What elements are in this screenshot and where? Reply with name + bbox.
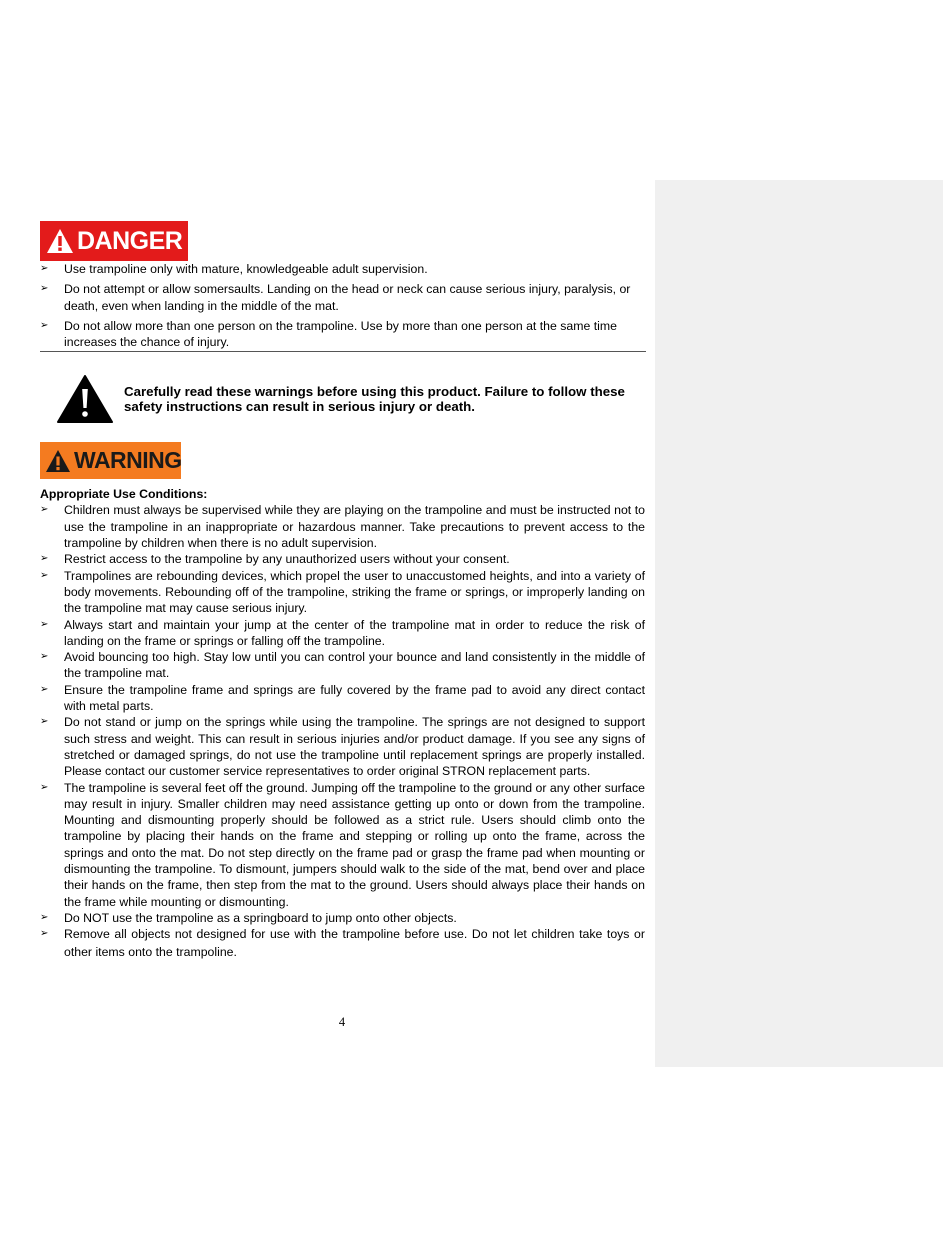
arrow-bullet-icon: ➢ (40, 651, 49, 663)
arrow-bullet-icon: ➢ (40, 716, 49, 728)
arrow-bullet-icon: ➢ (40, 618, 49, 630)
list-item: ➢ Do NOT use the trampoline as a springboard to jump onto other objects. (40, 910, 457, 925)
list-item: ➢ Remove all objects not designed for use with the trampoline before use. Do not let children take toys or other items onto the trampoline. (40, 927, 645, 959)
caution-notice (40, 375, 646, 423)
arrow-bullet-icon: ➢ (40, 911, 49, 923)
alert-triangle-icon (46, 228, 74, 254)
arrow-bullet-icon: ➢ (40, 569, 49, 581)
arrow-bullet-icon: ➢ (40, 283, 49, 295)
danger-label: DANGER (77, 226, 183, 255)
caution-text: Carefully read these warnings before using this product. Failure to follow these safety instructions can result in serious injury or death. (124, 383, 625, 415)
arrow-bullet-icon: ➢ (40, 553, 49, 565)
section-divider (40, 351, 646, 352)
danger-list (40, 261, 646, 350)
warning-badge (40, 442, 181, 479)
danger-badge (40, 221, 188, 261)
warning-list (40, 502, 645, 961)
arrow-bullet-icon: ➢ (40, 928, 49, 940)
arrow-bullet-icon: ➢ (40, 319, 49, 331)
list-item: ➢ Use trampoline only with mature, knowledgeable adult supervision. (40, 262, 428, 276)
list-item: ➢ Trampolines are rebounding devices, which propel the user to unaccustomed heights, and into a variety of body movements. Rebounding off of the trampoline, striking the frame or springs, or improperly landing on the trampoline mat may cause serious injury. (40, 568, 645, 616)
use-conditions-heading: Appropriate Use Conditions: (40, 487, 208, 502)
list-item: ➢ Always start and maintain your jump at the center of the trampoline mat in order to reduce the risk of landing on the frame or springs or falling off the trampoline. (40, 617, 645, 648)
list-item: ➢ The trampoline is several feet off the ground. Jumping off the trampoline to the ground or any other surface may result in injury. Smaller children may need assistance getting up onto or down from the trampoline. Mounting and dismounting properly should be followed as a strict rule. Users should climb onto the trampoline by placing their hands on the frame and stepping or rolling up onto the frame, across the springs and onto the mat. Do not step directly on the frame pad or grasp the frame pad when mounting or dismounting the trampoline. To dismount, jumpers should walk to the side of the mat, bend over and place their hands on the frame, then step from the mat to the ground. Users should always place their hands on the frame while mounting or dismounting. (40, 780, 645, 909)
arrow-bullet-icon: ➢ (40, 683, 49, 695)
list-item: ➢ Avoid bouncing too high. Stay low until you can control your bounce and land consistently in the middle of the trampoline mat. (40, 650, 645, 681)
caution-triangle-icon (55, 374, 115, 424)
comment-margin-panel (655, 180, 943, 1067)
arrow-bullet-icon: ➢ (40, 504, 49, 516)
list-item: ➢ Restrict access to the trampoline by any unauthorized users without your consent. (40, 552, 510, 567)
arrow-bullet-icon: ➢ (40, 263, 49, 274)
list-item: ➢ Do not attempt or allow somersaults. Landing on the head or neck can cause serious injury, paralysis, or death, even when landing in the middle of the mat. (40, 282, 631, 313)
list-item: ➢ Do not stand or jump on the springs while using the trampoline. The springs are not designed to support such stress and weight. This can result in serious injuries and/or product damage. If you see any signs of stretched or damaged springs, do not use the trampoline until replacement springs are properly installed. Please contact our customer service representatives to order original STRON replacement parts. (40, 715, 645, 779)
alert-triangle-icon (45, 449, 71, 473)
arrow-bullet-icon: ➢ (40, 781, 49, 793)
list-item: ➢ Do not allow more than one person on the trampoline. Use by more than one person at the same time increases the chance of injury. (40, 318, 617, 350)
page-number: 4 (338, 1015, 346, 1029)
warning-label: WARNING (74, 447, 182, 474)
list-item: ➢ Children must always be supervised while they are playing on the trampoline and must be instructed not to use the trampoline in an inappropriate or hazardous manner. Take precautions to prevent access to the trampoline by children when there is no adult supervision. (40, 503, 645, 551)
page-content (40, 221, 646, 961)
list-item: ➢ Ensure the trampoline frame and springs are fully covered by the frame pad to avoid any direct contact with metal parts. (40, 682, 645, 714)
